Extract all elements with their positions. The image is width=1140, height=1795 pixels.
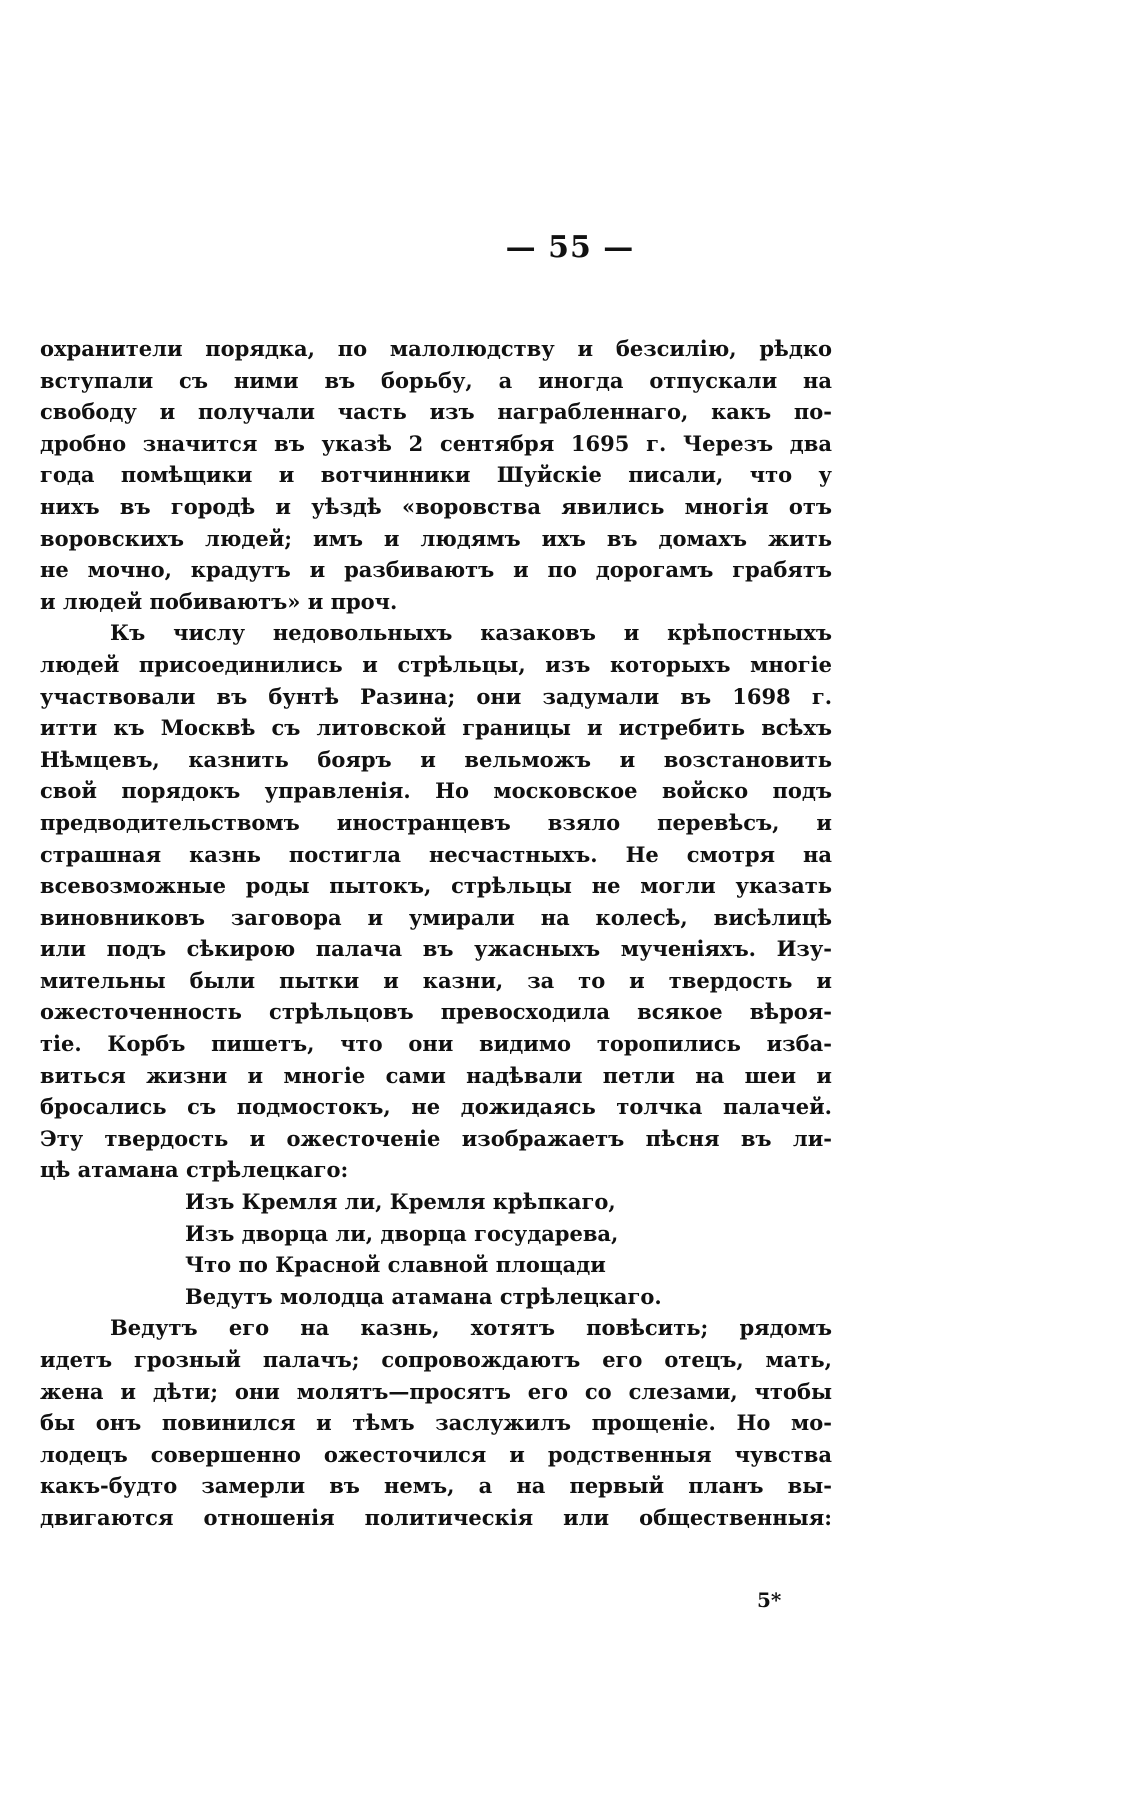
text-line-7: воровскихъ людей; имъ и людямъ ихъ въ домахъ жить xyxy=(40,525,832,551)
text-line-37: какъ-будто замерли въ немъ, а на первый планъ вы- xyxy=(40,1473,832,1499)
text-line-10: Къ числу недовольныхъ казаковъ и крѣпостныхъ xyxy=(110,620,832,646)
text-line-16: предводительствомъ иностранцевъ взяло перевѣсъ, и xyxy=(40,809,832,835)
text-line-8: не мочно, крадутъ и разбиваютъ и по дорогамъ грабятъ xyxy=(40,557,832,583)
text-line-23: тіе. Корбъ пишетъ, что они видимо торопились изба- xyxy=(40,1031,832,1057)
text-line-32: Ведутъ его на казнь, хотятъ повѣсить; рядомъ xyxy=(110,1315,832,1341)
text-line-20: или подъ сѣкирою палача въ ужасныхъ мученіяхъ. Изу- xyxy=(40,936,832,962)
text-line-26: Эту твердость и ожесточеніе изображаетъ пѣсня въ ли- xyxy=(40,1125,832,1151)
text-line-9: и людей побиваютъ» и проч. xyxy=(40,588,398,614)
text-line-21: мительны были пытки и казни, за то и твердость и xyxy=(40,967,832,993)
text-line-4: дробно значится въ указѣ 2 сентября 1695 г. Черезъ два xyxy=(40,430,832,456)
text-line-24: виться жизни и многіе сами надѣвали петли на шеи и xyxy=(40,1062,832,1088)
text-line-6: нихъ въ городѣ и уѣздѣ «воровства явились многія отъ xyxy=(40,493,832,519)
text-line-27: цѣ атамана стрѣлецкаго: xyxy=(40,1157,349,1183)
verse-line-2: Изъ дворца ли, дворца государева, xyxy=(185,1220,619,1246)
text-line-3: свободу и получали часть изъ награбленнаго, какъ по- xyxy=(40,399,832,425)
verse-line-1: Изъ Кремля ли, Кремля крѣпкаго, xyxy=(185,1189,616,1215)
text-line-36: лодецъ совершенно ожесточился и родственныя чувства xyxy=(40,1441,832,1467)
signature-mark: 5* xyxy=(757,1588,782,1612)
text-line-15: свой порядокъ управленія. Но московское войско подъ xyxy=(40,778,832,804)
text-line-38: двигаются отношенія политическія или общественныя: xyxy=(40,1504,832,1530)
text-line-35: бы онъ повинился и тѣмъ заслужилъ прощеніе. Но мо- xyxy=(40,1410,832,1436)
text-line-19: виновниковъ заговора и умирали на колесѣ, висѣлицѣ xyxy=(40,904,832,930)
text-line-12: участвовали въ бунтѣ Разина; они задумали въ 1698 г. xyxy=(40,683,832,709)
text-line-22: ожесточенность стрѣльцовъ превосходила всякое вѣроя- xyxy=(40,999,832,1025)
text-line-25: бросались съ подмостокъ, не дожидаясь толчка палачей. xyxy=(40,1094,832,1120)
text-line-2: вступали съ ними въ борьбу, а иногда отпускали на xyxy=(40,367,832,393)
verse-line-3: Что по Красной славной площади xyxy=(185,1252,606,1278)
verse-line-4: Ведутъ молодца атамана стрѣлецкаго. xyxy=(185,1283,662,1309)
text-line-13: итти къ Москвѣ съ литовской границы и истребить всѣхъ xyxy=(40,715,832,741)
text-line-17: страшная казнь постигла несчастныхъ. Не смотря на xyxy=(40,841,832,867)
text-line-14: Нѣмцевъ, казнить бояръ и вельможъ и возстановить xyxy=(40,746,832,772)
text-line-1: охранители порядка, по малолюдству и безсилію, рѣдко xyxy=(40,336,832,361)
text-line-33: идетъ грозный палачъ; сопровождаютъ его отецъ, мать, xyxy=(40,1347,832,1372)
page-number: — 55 — xyxy=(505,230,635,265)
text-line-5: года помѣщики и вотчинники Шуйскіе писали, что у xyxy=(40,462,832,488)
page-body-text xyxy=(40,333,832,1534)
text-line-11: людей присоединились и стрѣльцы, изъ которыхъ многіе xyxy=(40,651,832,677)
text-line-18: всевозможные роды пытокъ, стрѣльцы не могли указать xyxy=(40,873,832,899)
text-line-34: жена и дѣти; они молятъ—просятъ его со слезами, чтобы xyxy=(40,1378,832,1404)
